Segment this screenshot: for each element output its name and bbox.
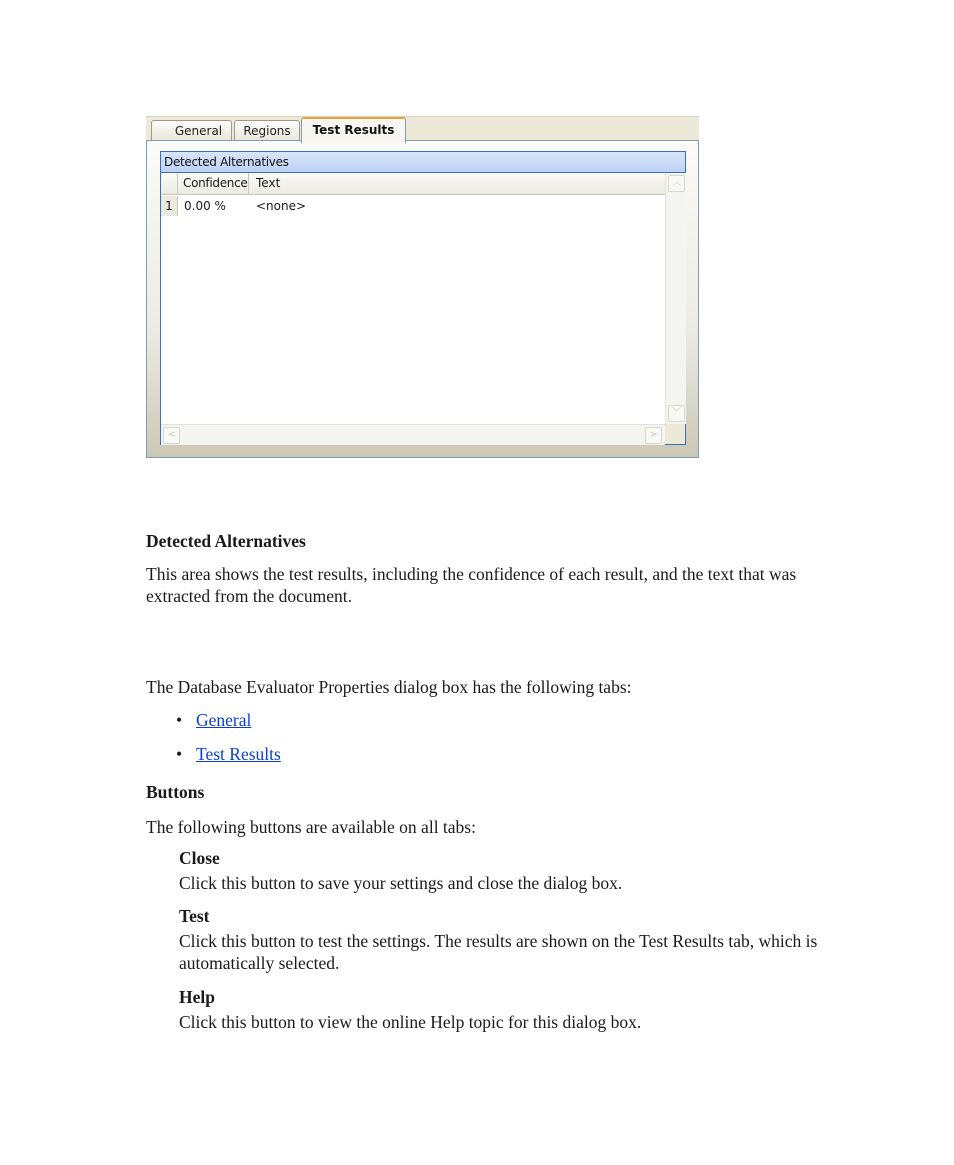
scroll-down-icon[interactable]: ﹀ — [668, 405, 685, 422]
horizontal-scrollbar[interactable] — [161, 424, 665, 445]
detected-alternatives-group — [160, 151, 686, 445]
tab-test-results[interactable]: Test Results — [301, 117, 406, 143]
tab-panel — [146, 140, 699, 458]
scroll-up-icon[interactable]: ︿ — [668, 175, 685, 192]
row-index: 1 — [161, 196, 178, 216]
buttons-intro: The following buttons are available on all tabs: — [146, 817, 476, 837]
group-title: Detected Alternatives — [161, 152, 685, 173]
tab-general[interactable]: General — [151, 120, 232, 141]
scroll-left-icon[interactable]: < — [163, 427, 180, 444]
button-description-test — [179, 905, 819, 974]
tabs-intro: The Database Evaluator Properties dialog box has the following tabs: — [146, 677, 632, 697]
test-results-dialog-screenshot — [146, 116, 699, 458]
bullet-icon: • — [176, 744, 183, 764]
button-description: Click this button to test the settings. The results are shown on the Test Results tab, which is automatically selected. — [179, 931, 818, 973]
list-item — [146, 743, 281, 777]
link-test-results[interactable]: Test Results — [196, 744, 281, 764]
tab-strip — [146, 116, 699, 142]
button-description-help — [179, 986, 819, 1033]
table-row[interactable] — [161, 196, 665, 216]
column-header-confidence[interactable]: Confidence — [178, 173, 249, 194]
scrollbar-corner — [665, 424, 685, 444]
cell-text: <none> — [256, 199, 307, 213]
link-general[interactable]: General — [196, 710, 252, 730]
section-heading: Detected Alternatives — [146, 531, 306, 551]
tab-regions[interactable]: Regions — [234, 120, 300, 141]
button-description: Click this button to view the online Help topic for this dialog box. — [179, 1012, 642, 1032]
grid-corner-cell — [161, 173, 178, 194]
tabs-link-list — [146, 709, 281, 777]
button-name: Close — [179, 848, 220, 868]
list-item — [146, 709, 281, 743]
scroll-right-icon[interactable]: > — [645, 427, 662, 444]
cell-confidence: 0.00 % — [184, 199, 226, 213]
button-name: Help — [179, 987, 215, 1007]
buttons-heading: Buttons — [146, 782, 205, 802]
results-grid — [161, 173, 685, 444]
button-description-close — [179, 847, 819, 894]
button-description: Click this button to save your settings and close the dialog box. — [179, 873, 623, 893]
grid-header — [161, 173, 665, 195]
section-description: This area shows the test results, including the confidence of each result, and the text that was extracted from the document. — [146, 564, 797, 606]
bullet-icon: • — [176, 710, 183, 730]
column-header-text[interactable]: Text — [256, 176, 281, 190]
vertical-scrollbar[interactable] — [665, 173, 686, 424]
button-name: Test — [179, 906, 210, 926]
